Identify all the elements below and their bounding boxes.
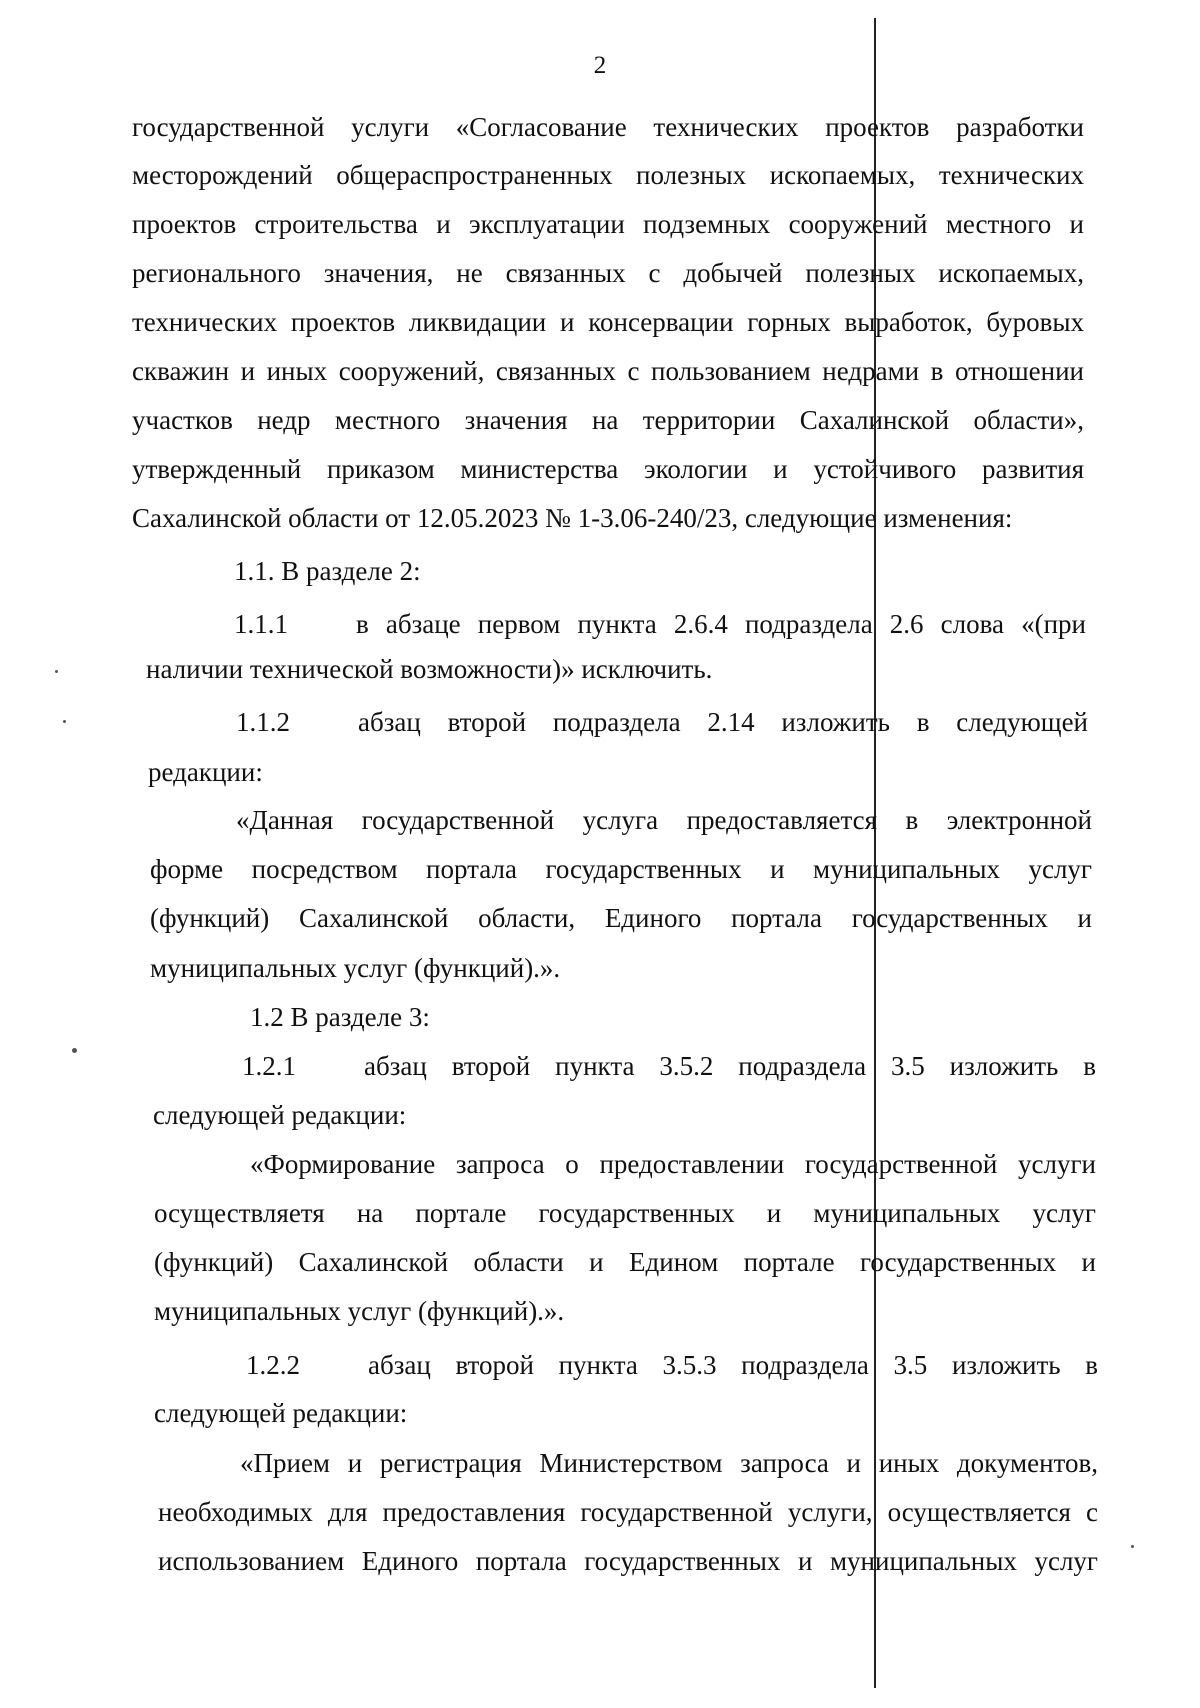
section-heading: 1.2 В разделе 3: (250, 1002, 430, 1032)
text-line: абзац второй пункта 3.5.3 подраздела 3.5 изложить в (368, 1350, 1098, 1380)
text-line: «Формирование запроса о предоставлении государственной услуги (250, 1149, 1096, 1179)
text-line: в абзаце первом пункта 2.6.4 подраздела 2.6 слова «(при (356, 609, 1086, 639)
text-line: абзац второй пункта 3.5.2 подраздела 3.5 изложить в (364, 1051, 1096, 1081)
text-line: муниципальных услуг (функций).». (154, 1296, 565, 1326)
item-number: 1.2.2 (246, 1350, 300, 1380)
text-line: наличии технической возможности)» исключить. (146, 654, 713, 684)
section-heading: 1.1. В разделе 2: (234, 556, 421, 586)
text-line: «Данная государственной услуга предоставляется в электронной (236, 805, 1092, 835)
scan-speck (55, 670, 58, 673)
text-line: необходимых для предоставления государственной услуги, осуществляется с (158, 1497, 1098, 1527)
text-line: месторождений общераспространенных полезных ископаемых, технических (132, 160, 1084, 190)
text-line: государственной услуги «Согласование технических проектов разработки (132, 112, 1084, 142)
text-line: регионального значения, не связанных с добычей полезных ископаемых, (132, 258, 1084, 288)
text-line: участков недр местного значения на территории Сахалинской области», (132, 405, 1084, 435)
scan-speck (1131, 1545, 1134, 1548)
page-number: 2 (593, 52, 607, 79)
item-number: 1.1.2 (236, 707, 290, 737)
text-line: осуществляетя на портале государственных и муниципальных услуг (154, 1198, 1096, 1228)
text-line: редакции: (148, 757, 263, 787)
item-number: 1.2.1 (242, 1051, 296, 1081)
text-line: Сахалинской области от 12.05.2023 № 1-3.06-240/23, следующие изменения: (132, 503, 1013, 533)
text-line: «Прием и регистрация Министерством запроса и иных документов, (240, 1448, 1098, 1478)
text-line: (функций) Сахалинской области, Единого портала государственных и (150, 903, 1092, 933)
text-line: использованием Единого портала государственных и муниципальных услуг (158, 1546, 1098, 1576)
text-line: следующей редакции: (154, 1398, 408, 1428)
text-line: проектов строительства и эксплуатации подземных сооружений местного и (132, 209, 1084, 239)
text-line: утвержденный приказом министерства экологии и устойчивого развития (132, 454, 1084, 484)
text-line: абзац второй подраздела 2.14 изложить в следующей (358, 707, 1088, 737)
text-line: муниципальных услуг (функций).». (150, 953, 561, 983)
text-line: форме посредством портала государственных и муниципальных услуг (150, 854, 1092, 884)
scan-speck (72, 1048, 77, 1053)
text-line: следующей редакции: (153, 1100, 407, 1130)
scan-speck (63, 720, 66, 723)
text-line: (функций) Сахалинской области и Едином портале государственных и (154, 1247, 1096, 1277)
item-number: 1.1.1 (234, 609, 288, 639)
text-line: технических проектов ликвидации и консервации горных выработок, буровых (132, 307, 1084, 337)
text-line: скважин и иных сооружений, связанных с пользованием недрами в отношении (132, 356, 1084, 386)
